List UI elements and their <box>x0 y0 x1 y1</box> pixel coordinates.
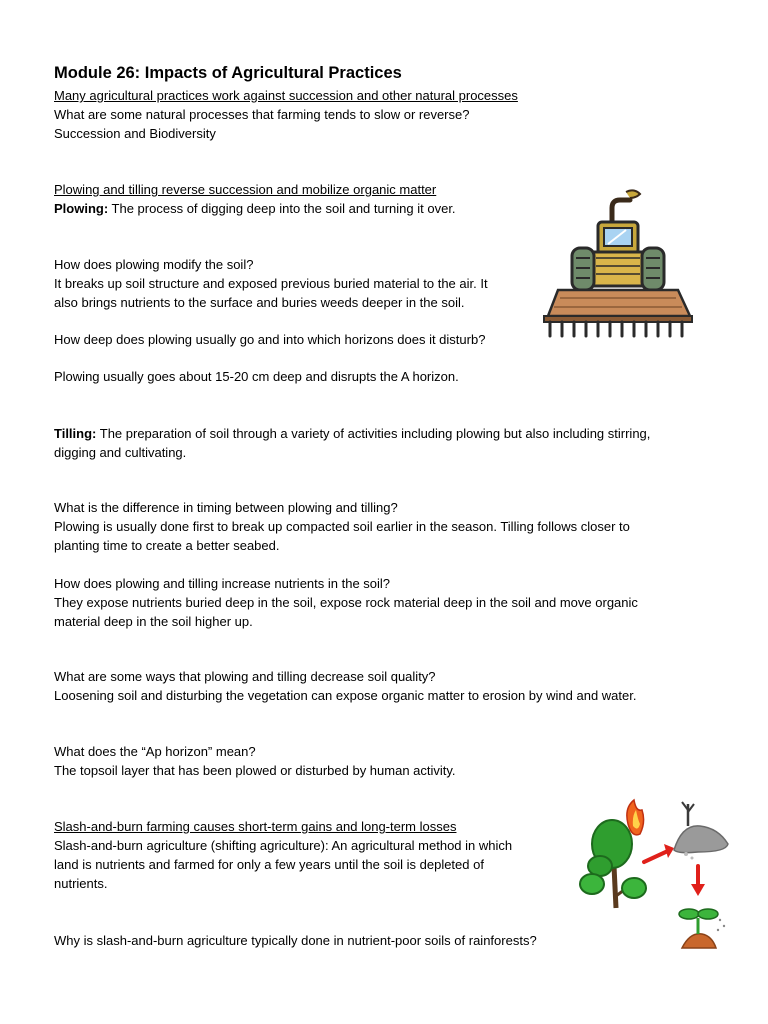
answer-plowing-modify-line1: It breaks up soil structure and exposed previous buried material to the air. It <box>54 276 488 291</box>
answer-timing-line2: planting time to create a better seabed. <box>54 538 280 553</box>
section-heading-plowing-tilling: Plowing and tilling reverse succession and mobilize organic matter <box>54 182 437 197</box>
page-title: Module 26: Impacts of Agricultural Practices <box>54 64 402 82</box>
tractor-plow-illustration <box>540 186 696 340</box>
question-slash-burn-rainforest: Why is slash-and-burn agriculture typically done in nutrient-poor soils of rainforests? <box>54 933 537 948</box>
tilling-def-text: The preparation of soil through a variety of activities including plowing but also including stirring, <box>96 426 651 441</box>
answer-nutrients-line1: They expose nutrients buried deep in the soil, expose rock material deep in the soil and move organic <box>54 595 638 610</box>
question-ap-horizon: What does the “Ap horizon” mean? <box>54 744 256 759</box>
question-plowing-depth: How deep does plowing usually go and into which horizons does it disturb? <box>54 332 486 347</box>
question-plowing-modify: How does plowing modify the soil? <box>54 257 254 272</box>
slash-and-burn-cycle-illustration <box>578 796 734 954</box>
plowing-term: Plowing: <box>54 201 109 216</box>
slash-burn-definition-line2: land is nutrients and farmed for only a few years until the soil is depleted of <box>54 857 484 872</box>
slash-burn-definition-line3: nutrients. <box>54 876 108 891</box>
tilling-term: Tilling: <box>54 426 97 441</box>
tilling-definition-line1 <box>54 424 650 443</box>
ash-pile-icon <box>674 802 728 860</box>
answer-plowing-depth: Plowing usually goes about 15-20 cm deep and disrupts the A horizon. <box>54 369 459 384</box>
answer-timing-line1: Plowing is usually done first to break up compacted soil earlier in the season. Tilling follows closer to <box>54 519 630 534</box>
seedling-icon <box>679 909 725 948</box>
question-timing: What is the difference in timing between plowing and tilling? <box>54 500 398 515</box>
arrow-right-icon <box>644 844 674 862</box>
question-nutrients: How does plowing and tilling increase nutrients in the soil? <box>54 576 391 591</box>
question-natural-processes: What are some natural processes that farming tends to slow or reverse? <box>54 107 470 122</box>
answer-soil-quality: Loosening soil and disturbing the vegetation can expose organic matter to erosion by wind and water. <box>54 688 637 703</box>
answer-natural-processes: Succession and Biodiversity <box>54 126 216 141</box>
question-soil-quality: What are some ways that plowing and tilling decrease soil quality? <box>54 669 436 684</box>
burning-tree-icon <box>580 800 646 908</box>
answer-nutrients-line2: material deep in the soil higher up. <box>54 614 253 629</box>
plowing-def-text: The process of digging deep into the soil and turning it over. <box>108 201 456 216</box>
section-heading-slash-burn: Slash-and-burn farming causes short-term gains and long-term losses <box>54 819 457 834</box>
answer-ap-horizon: The topsoil layer that has been plowed or disturbed by human activity. <box>54 763 456 778</box>
slash-burn-definition-line1: Slash-and-burn agriculture (shifting agriculture): An agricultural method in which <box>54 838 513 853</box>
section-heading-succession: Many agricultural practices work against succession and other natural processes <box>54 88 518 103</box>
plowing-definition <box>54 199 456 218</box>
tilling-definition-line2: digging and cultivating. <box>54 445 187 460</box>
arrow-down-icon <box>691 866 705 896</box>
answer-plowing-modify-line2: also brings nutrients to the surface and buries weeds deeper in the soil. <box>54 295 465 310</box>
